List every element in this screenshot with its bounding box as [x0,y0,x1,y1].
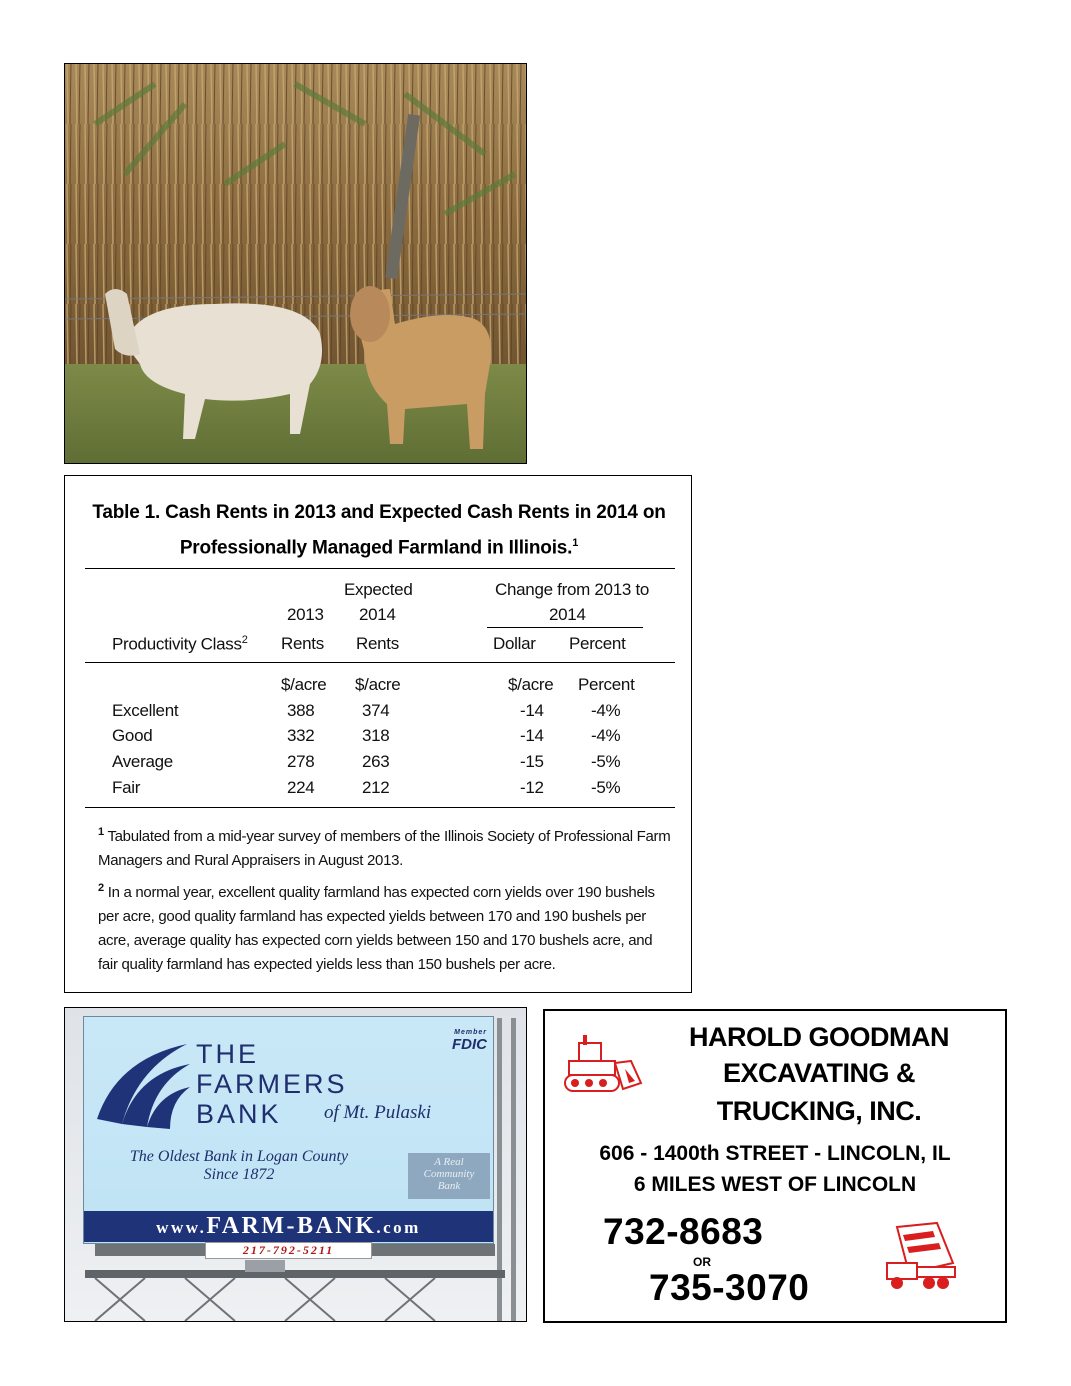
bank-logo-icon [92,1039,192,1129]
table-bottom-rule [85,807,675,808]
header-dollar: Dollar [493,634,536,653]
unit-percent: Percent [578,675,635,694]
community-bank-badge [408,1153,490,1199]
row-dollar: -14 [520,701,544,720]
bulldozer-icon [559,1031,645,1101]
ad-company-line2: EXCAVATING & [722,1058,915,1088]
community-line2: Community [423,1168,475,1180]
unit-dollar: $/acre [508,675,554,694]
row-dollar: -12 [520,778,544,797]
row-percent: -4% [591,726,621,745]
row-2013: 388 [287,701,315,720]
row-percent: -4% [591,701,621,720]
ad-location: 6 MILES WEST OF LINCOLN [633,1173,917,1196]
bank-name-the: THE [196,1039,259,1069]
header-bottom-rule [85,662,675,663]
farmers-bank-billboard [64,1007,527,1322]
ad-company-line1: HAROLD GOODMAN [689,1022,949,1052]
row-class: Excellent [112,701,179,720]
bank-name-location: of Mt. Pulaski [324,1102,432,1123]
ad-company-line3: TRUCKING, INC. [716,1096,922,1126]
table-top-rule [85,568,675,569]
bank-name-farmers: FARMERS [196,1069,348,1099]
community-line1: A Real [434,1156,464,1168]
cows-cornfield-photo [64,63,527,464]
bank-website: www.FARM-BANK.com [84,1211,493,1242]
community-line3: Bank [437,1180,461,1192]
fdic-badge [452,1029,487,1054]
header-2013: 2013 [287,605,324,624]
bank-phone: 217-792-5211 [205,1242,372,1259]
ad-phone-2: 735-3070 [649,1267,810,1308]
table-title-line2: Professionally Managed Farmland in Illinois.$^1$ [179,537,579,559]
row-class: Good [112,726,153,745]
row-percent: -5% [591,778,621,797]
row-2013: 332 [287,726,315,745]
header-productivity-class: Productivity Class$^2$ [112,634,248,654]
table-title-line1: Table 1. Cash Rents in 2013 and Expected Cash Rents in 2014 on [92,502,666,523]
cash-rent-table [64,475,692,993]
fdic-label: FDIC [452,1036,487,1053]
header-rents-2013: Rents [281,634,324,653]
footnote-1: $^1$ Tabulated from a mid-year survey of members of the Illinois Society of Professional Farm Managers and Rural Appraisers in August 2013. [98,826,671,869]
header-2014: 2014 [359,605,396,624]
header-change-2014: 2014 [549,605,586,624]
header-change: Change from 2013 to [495,580,650,599]
goodman-excavating-ad [543,1009,1007,1323]
ad-phone-1: 732-8683 [603,1211,764,1252]
fdic-member: Member [454,1029,487,1036]
header-change-rule [487,627,643,628]
bank-tagline: The Oldest Bank in Logan County [129,1148,349,1165]
photo-illustration [65,64,526,463]
row-2013: 224 [287,778,315,797]
footnote-2: $^2$ In a normal year, excellent quality farmland has expected corn yields over 190 bushels per acre, good quality farmland has expected yields between 170 and 190 bushels per acre, average quality has expected corn yields between 150 and 170 bushels acre, and fair quality farmland has expected yields less than 150 bushels per acre. [98,882,655,973]
ad-or: OR [693,1255,711,1269]
ad-address: 606 - 1400th STREET - LINCOLN, IL [599,1142,951,1165]
dump-truck-icon [879,1219,963,1295]
row-class: Average [112,752,173,771]
row-dollar: -15 [520,752,544,771]
header-expected: Expected [344,580,413,599]
row-2014: 212 [362,778,390,797]
row-2014: 318 [362,726,390,745]
bank-since: Since 1872 [203,1166,275,1183]
row-2013: 278 [287,752,315,771]
row-2014: 263 [362,752,390,771]
unit-2013: $/acre [281,675,327,694]
billboard-face [83,1016,494,1244]
bank-name-bank: BANK [196,1099,282,1129]
header-rents-2014: Rents [356,634,399,653]
row-dollar: -14 [520,726,544,745]
row-class: Fair [112,778,141,797]
header-percent: Percent [569,634,626,653]
row-percent: -5% [591,752,621,771]
unit-2014: $/acre [355,675,401,694]
row-2014: 374 [362,701,390,720]
